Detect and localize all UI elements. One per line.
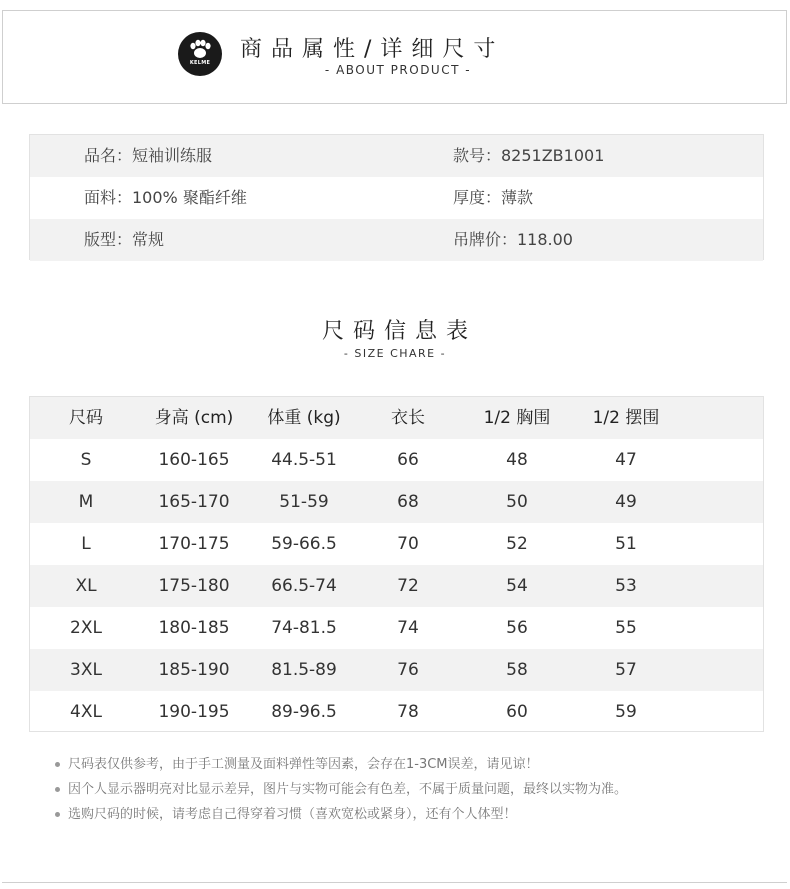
note-text: 因个人显示器明亮对比显示差异，图片与实物可能会有色差，不属于质量问题，最终以实物为准。	[68, 782, 628, 797]
attribute-right: 吊牌价：118.00	[453, 230, 573, 249]
header-cell: 1/2 胸围	[483, 408, 551, 428]
length-cell: 68	[397, 492, 419, 512]
size-section-title: 尺码信息表	[321, 319, 477, 344]
attribute-left: 面料：100% 聚酯纤维	[84, 188, 247, 207]
table-row	[30, 523, 763, 565]
chest-cell: 58	[506, 660, 528, 680]
chest-cell: 48	[506, 450, 528, 470]
header-cell: 1/2 摆围	[592, 408, 660, 428]
height-cell: 170-175	[158, 534, 230, 554]
logo-text: KELME	[189, 60, 211, 66]
height-cell: 180-185	[158, 618, 230, 638]
weight-cell: 89-96.5	[271, 702, 337, 722]
attribute-right: 款号：8251ZB1001	[453, 146, 605, 165]
attribute-row	[30, 219, 763, 261]
divider	[2, 882, 787, 883]
bullet-icon	[55, 812, 60, 817]
hem-cell: 55	[615, 618, 637, 638]
note-text: 选购尺码的时候，请考虑自己得穿着习惯（喜欢宽松或紧身），还有个人体型！	[68, 807, 517, 822]
header-cell: 尺码	[69, 408, 103, 428]
size-cell: 4XL	[70, 702, 102, 722]
hem-cell: 53	[615, 576, 637, 596]
length-cell: 74	[397, 618, 419, 638]
chest-cell: 54	[506, 576, 528, 596]
list-item	[55, 777, 755, 802]
attribute-right: 厚度：薄款	[453, 188, 534, 207]
table-row	[30, 607, 763, 649]
hem-cell: 51	[615, 534, 637, 554]
table-row	[30, 481, 763, 523]
attribute-left: 版型：常规	[84, 230, 165, 249]
table-row	[30, 439, 763, 481]
height-cell: 175-180	[158, 576, 230, 596]
brand-logo	[178, 32, 222, 76]
height-cell: 185-190	[158, 660, 230, 680]
weight-cell: 74-81.5	[271, 618, 337, 638]
attribute-row	[30, 135, 763, 177]
hem-cell: 47	[615, 450, 637, 470]
bullet-icon	[55, 787, 60, 792]
attribute-left: 品名：短袖训练服	[84, 146, 213, 165]
chest-cell: 52	[506, 534, 528, 554]
list-item	[55, 752, 755, 777]
length-cell: 72	[397, 576, 419, 596]
table-row	[30, 565, 763, 607]
size-table-header	[30, 397, 763, 439]
paw-icon	[178, 32, 222, 76]
list-item	[55, 802, 755, 827]
table-row	[30, 691, 763, 733]
size-section-subtitle: - SIZE CHARE -	[343, 347, 447, 360]
length-cell: 76	[397, 660, 419, 680]
weight-cell: 66.5-74	[271, 576, 337, 596]
note-text: 尺码表仅供参考，由于手工测量及面料弹性等因素，会存在1-3CM误差，请见谅！	[68, 757, 539, 772]
weight-cell: 59-66.5	[271, 534, 337, 554]
weight-cell: 81.5-89	[271, 660, 337, 680]
length-cell: 78	[397, 702, 419, 722]
hem-cell: 59	[615, 702, 637, 722]
chest-cell: 60	[506, 702, 528, 722]
page-subtitle: - ABOUT PRODUCT -	[324, 63, 472, 77]
weight-cell: 51-59	[279, 492, 329, 512]
notes-list	[55, 752, 755, 827]
header-cell: 身高 (cm)	[154, 408, 234, 428]
page-title: 商品属性/详细尺寸	[240, 37, 505, 62]
size-cell: 3XL	[70, 660, 102, 680]
hem-cell: 49	[615, 492, 637, 512]
size-table	[29, 396, 764, 732]
height-cell: 160-165	[158, 450, 230, 470]
size-cell: M	[78, 492, 94, 512]
chest-cell: 56	[506, 618, 528, 638]
height-cell: 190-195	[158, 702, 230, 722]
length-cell: 66	[397, 450, 419, 470]
attribute-row	[30, 177, 763, 219]
length-cell: 70	[397, 534, 419, 554]
chest-cell: 50	[506, 492, 528, 512]
weight-cell: 44.5-51	[271, 450, 337, 470]
attribute-table	[29, 134, 764, 260]
size-cell: XL	[75, 576, 97, 596]
hem-cell: 57	[615, 660, 637, 680]
table-row	[30, 649, 763, 691]
size-cell: S	[80, 450, 92, 470]
size-cell: 2XL	[70, 618, 102, 638]
size-cell: L	[81, 534, 91, 554]
header-cell: 体重 (kg)	[267, 408, 341, 428]
height-cell: 165-170	[158, 492, 230, 512]
bullet-icon	[55, 762, 60, 767]
header-cell: 衣长	[391, 408, 425, 428]
